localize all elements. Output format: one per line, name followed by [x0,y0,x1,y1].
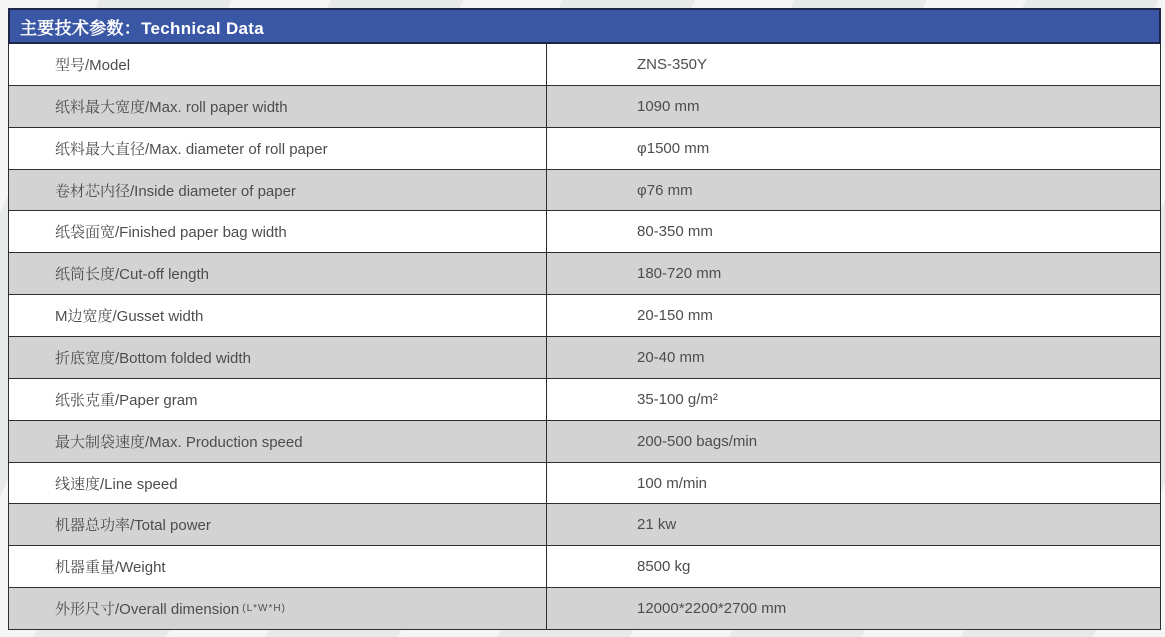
spec-value: 12000*2200*2700 mm [637,600,787,618]
spec-label: M边宽度/Gusset width [55,308,204,326]
spec-label-cell [9,211,547,252]
spec-value-cell [547,86,1160,127]
spec-label-cell [9,295,547,336]
spec-label-suffix: (L*W*H) [242,603,286,615]
spec-label-cell [9,463,547,504]
spec-label: 机器重量/Weight [55,559,166,577]
spec-row [9,128,1160,170]
spec-label-cell [9,170,547,211]
spec-label: 折底宽度/Bottom folded width [55,349,251,367]
spec-row [9,86,1160,128]
spec-label-cell [9,504,547,545]
spec-row [9,504,1160,546]
spec-label-cell [9,44,547,85]
spec-row [9,337,1160,379]
spec-label: 纸筒长度/Cut-off length [55,266,209,284]
spec-value-cell [547,211,1160,252]
spec-row [9,421,1160,463]
spec-value: φ1500 mm [637,139,710,157]
spec-row [9,546,1160,588]
table-title: 主要技术参数：Technical Data [20,18,265,38]
spec-label: 外形尺寸/Overall dimension [55,601,240,619]
spec-value: 8500 kg [637,558,691,576]
spec-value: 80-350 mm [637,223,713,241]
spec-row [9,588,1160,629]
spec-value: 1090 mm [637,97,700,115]
spec-value: 180-720 mm [637,265,722,283]
spec-row [9,463,1160,505]
spec-label: 卷材芯内径/Inside diameter of paper [55,182,296,200]
spec-value-cell [547,253,1160,294]
spec-label: 纸料最大直径/Max. diameter of roll paper [55,140,328,158]
spec-label-cell [9,128,547,169]
spec-row [9,379,1160,421]
spec-label-cell [9,421,547,462]
spec-value: 20-40 mm [637,348,705,366]
spec-rows [8,44,1161,630]
spec-row [9,253,1160,295]
spec-row [9,295,1160,337]
spec-value: ZNS-350Y [637,55,708,73]
spec-label: 纸料最大宽度/Max. roll paper width [55,98,288,116]
spec-label: 最大制袋速度/Max. Production speed [55,433,303,451]
spec-value-cell [547,421,1160,462]
spec-value: 100 m/min [637,474,708,492]
spec-row [9,170,1160,212]
spec-value: φ76 mm [637,181,693,199]
spec-label: 纸张克重/Paper gram [55,391,198,409]
spec-row [9,44,1160,86]
spec-value-cell [547,44,1160,85]
spec-value: 21 kw [637,516,677,534]
spec-label-cell [9,337,547,378]
spec-value-cell [547,128,1160,169]
spec-label: 纸袋面宽/Finished paper bag width [55,224,287,242]
spec-label-cell [9,588,547,629]
spec-label-cell [9,546,547,587]
spec-value-cell [547,504,1160,545]
spec-label: 型号/Model [55,56,131,74]
technical-data-table [8,8,1161,630]
spec-value-cell [547,588,1160,629]
spec-label: 机器总功率/Total power [55,517,211,535]
spec-value-cell [547,379,1160,420]
spec-value-cell [547,546,1160,587]
spec-value-cell [547,170,1160,211]
spec-label-cell [9,86,547,127]
spec-value-cell [547,337,1160,378]
table-header [8,8,1161,44]
spec-value: 35-100 g/m² [637,390,718,408]
spec-row [9,211,1160,253]
spec-value: 20-150 mm [637,307,713,325]
spec-value: 200-500 bags/min [637,432,758,450]
spec-value-cell [547,295,1160,336]
spec-label-cell [9,253,547,294]
spec-label-cell [9,379,547,420]
spec-value-cell [547,463,1160,504]
spec-label: 线速度/Line speed [55,475,178,493]
